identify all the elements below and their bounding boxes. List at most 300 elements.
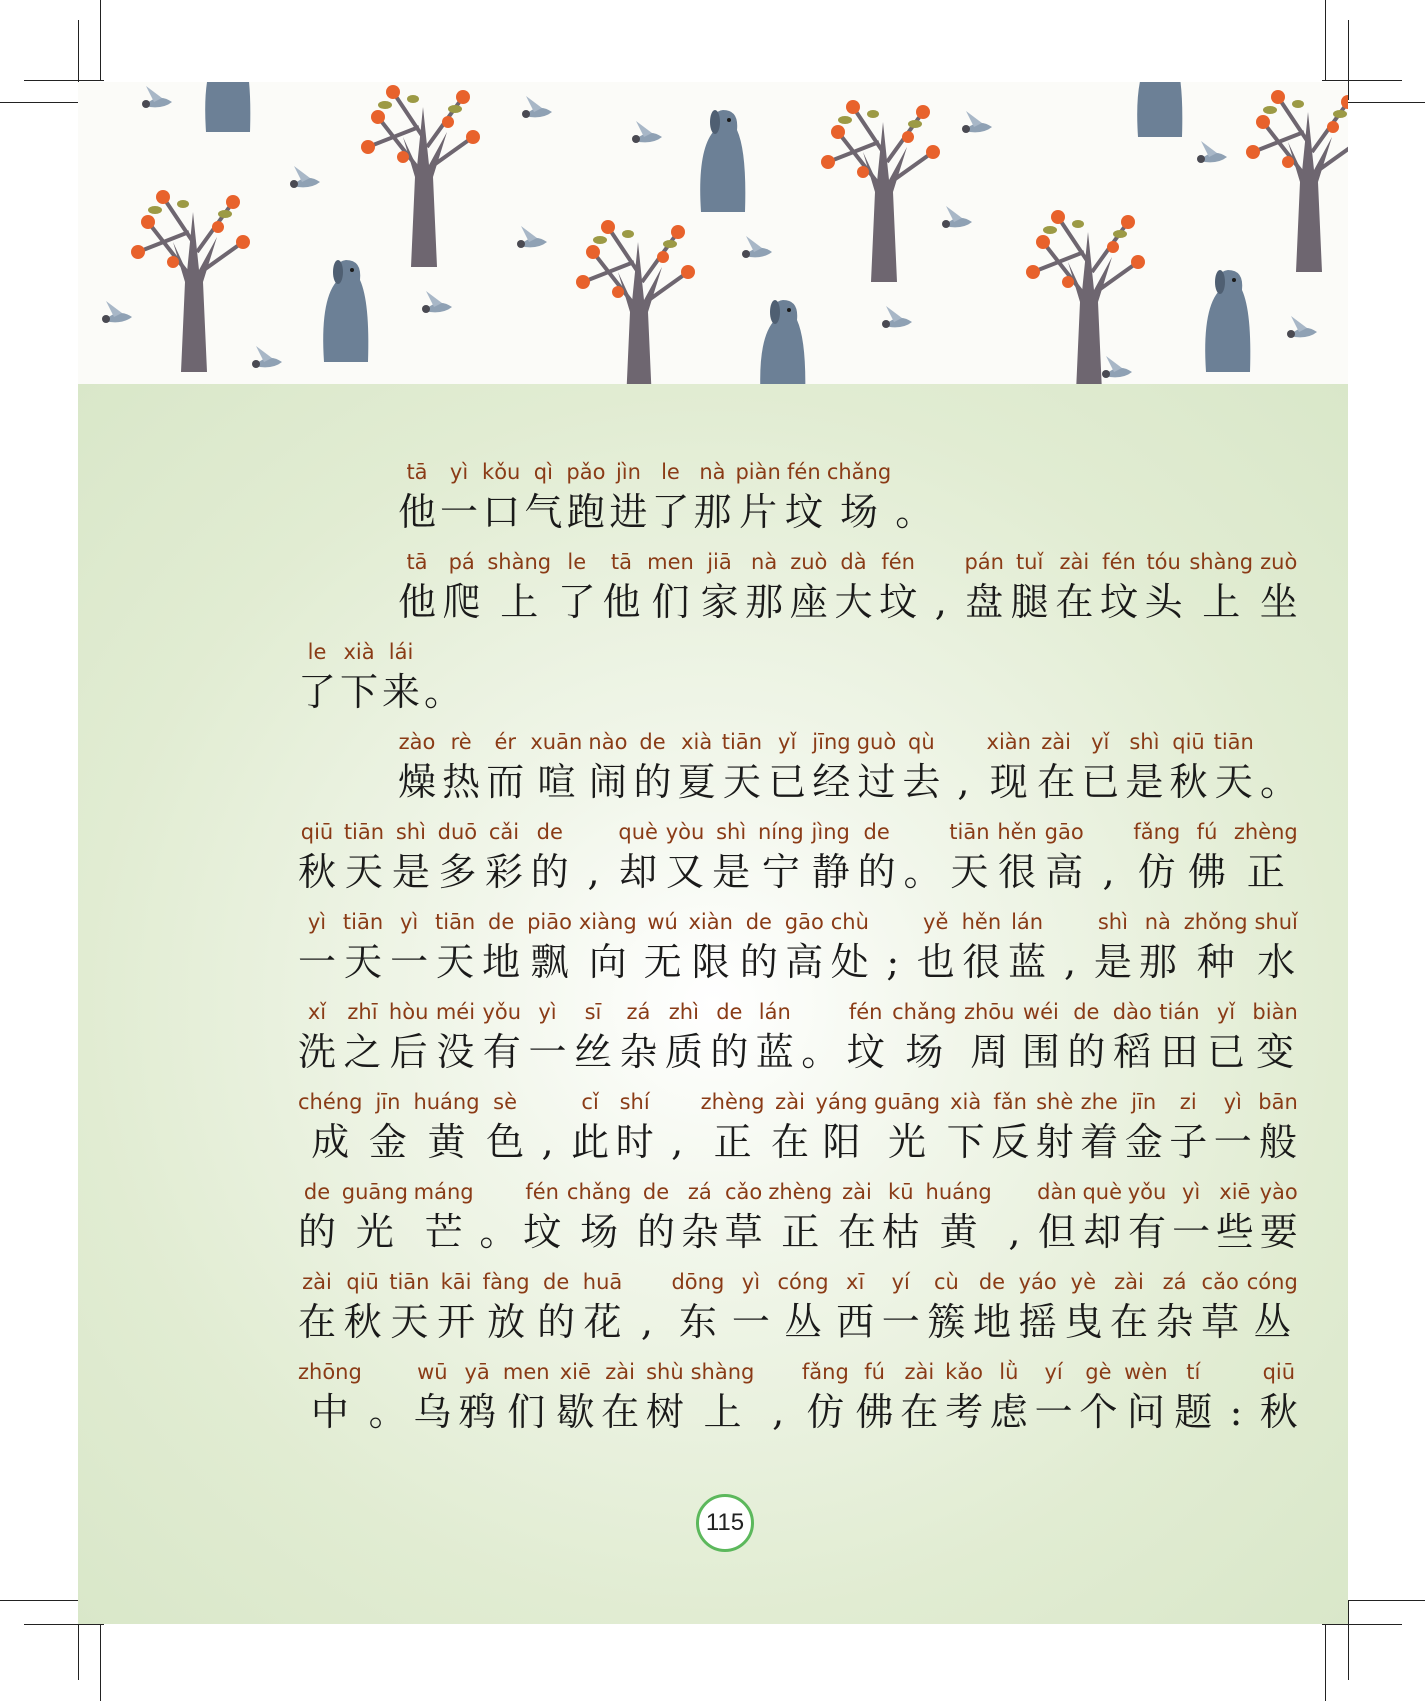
ruby-unit [712,817,750,907]
hanzi: 枯 [881,1210,920,1254]
hanzi: , [1102,850,1115,894]
ruby-unit [298,1267,336,1357]
pinyin: lán [1011,910,1044,934]
ruby-unit [1234,817,1298,907]
hanzi: 。 [895,490,934,534]
pinyin: tiān [435,910,476,934]
pinyin: tā [406,550,428,574]
hanzi: 考 [945,1390,984,1434]
text-line [298,1087,1298,1177]
hanzi: 是 [712,850,751,894]
pinyin: xià [681,730,713,754]
text-panel [78,384,1348,1624]
hanzi: 那 [745,580,784,624]
pinyin: yì [307,910,327,934]
ruby-unit [946,727,980,817]
hanzi: 经 [812,760,851,804]
ruby-unit [443,547,481,637]
pinyin: yào [1259,1180,1298,1204]
hanzi: 头 [1144,580,1183,624]
persimmon-tree-icon [361,85,480,267]
hanzi: 场 [905,1030,944,1074]
bird-icon [962,111,992,133]
hanzi: 秋 [343,1300,382,1344]
pinyin: zhèng [700,1090,765,1114]
ruby-unit [1145,547,1183,637]
hanzi: 坟 [1099,580,1138,624]
crop-mark [1322,80,1402,81]
ruby-unit [602,547,640,637]
ruby-unit [927,1267,965,1357]
pinyin: hěn [997,820,1037,844]
crop-mark [24,80,104,81]
hanzi: 坟 [784,490,823,534]
ruby-unit [1064,1267,1102,1357]
ruby-unit [895,457,933,547]
pinyin: zá [626,1000,651,1024]
ruby-unit [882,1177,920,1267]
ruby-unit [812,727,850,817]
hanzi: 已 [1081,760,1120,804]
bird-icon [742,236,772,258]
hanzi: 正 [1246,850,1285,894]
pinyin: tí [1186,1360,1201,1384]
hanzi: 草 [724,1210,763,1254]
hanzi: 问 [1126,1390,1165,1434]
pinyin: tián [1159,1000,1200,1024]
hanzi: 高 [1045,850,1084,894]
hanzi: 下 [946,1120,985,1164]
text-line [398,727,1298,817]
pinyin: yǐ [778,730,797,754]
hanzi: 正 [781,1210,820,1254]
crop-mark [100,1624,101,1701]
hanzi: 种 [1196,940,1235,984]
hanzi: 花 [583,1300,622,1344]
ruby-unit [991,1087,1029,1177]
ruby-unit [486,1087,524,1177]
ruby-unit [369,1087,407,1177]
pinyin: lán [758,1000,791,1024]
pinyin: shí [619,1090,650,1114]
dog-icon [205,82,250,132]
text-line [298,817,1298,907]
pinyin: shì [395,820,426,844]
hanzi: 光 [355,1210,394,1254]
pinyin: kāi [440,1270,472,1294]
pinyin: pǎo [566,460,606,484]
pinyin: cóng [1246,1270,1298,1294]
pinyin: tiān [949,820,990,844]
hanzi: 一 [390,940,429,984]
hanzi: 黄 [939,1210,978,1254]
pinyin: gè [1085,1360,1112,1384]
hanzi: 射 [1035,1120,1074,1164]
hanzi: 是 [391,850,430,894]
hanzi: 杂 [680,1210,719,1254]
hanzi: 过 [857,760,896,804]
hanzi: 天 [344,940,383,984]
pinyin: kū [888,1180,914,1204]
hanzi: 质 [664,1030,703,1074]
hanzi: 座 [789,580,828,624]
hanzi: , [671,1120,684,1164]
hanzi: 上 [1202,580,1241,624]
hanzi: 佛 [855,1390,894,1434]
ruby-unit [834,547,872,637]
ruby-unit [424,637,462,727]
ruby-unit [732,1267,770,1357]
crop-mark [1325,1624,1326,1701]
hanzi: 一 [1034,1390,1073,1434]
hanzi: 在 [838,1210,877,1254]
pinyin: le [661,460,680,484]
text-line [298,997,1298,1087]
ruby-unit [876,907,910,997]
pinyin: shè [1036,1090,1074,1114]
ruby-unit [1019,1267,1057,1357]
hanzi: 一 [298,940,337,984]
ruby-unit [437,1267,475,1357]
hanzi: 地 [972,1300,1011,1344]
ruby-unit [1252,997,1297,1087]
pinyin: tā [610,550,632,574]
ruby-unit [634,727,672,817]
dog-icon [1137,82,1182,137]
ruby-unit [768,1177,832,1267]
pinyin: yì [1181,1180,1201,1204]
pinyin: yā [464,1360,490,1384]
ruby-unit [1036,1087,1074,1177]
ruby-unit [1008,907,1046,997]
ruby-unit [482,907,520,997]
hanzi: , [640,1300,653,1344]
ruby-unit [531,817,569,907]
hanzi: 喧 [537,760,576,804]
hanzi: 已 [768,760,807,804]
ruby-unit [838,1177,876,1267]
pinyin: de [488,910,515,934]
hanzi: 。 [801,1030,840,1074]
hanzi: ; [886,940,900,984]
hanzi: 正 [713,1120,752,1164]
pinyin: chǎng [892,1000,957,1024]
hanzi: 的 [637,1210,676,1254]
ruby-unit [651,457,689,547]
ruby-unit [671,1267,724,1357]
bird-icon [422,291,452,313]
ruby-unit [973,1267,1011,1357]
hanzi: 秋 [1169,760,1208,804]
ruby-unit [647,547,694,637]
ruby-unit [1045,817,1084,907]
pinyin: zhèng [768,1180,833,1204]
pinyin: gāo [1044,820,1084,844]
ruby-unit [390,907,428,997]
ruby-unit [874,1087,940,1177]
ruby-unit [413,1357,451,1447]
hanzi: 的 [633,760,672,804]
pinyin: shì [1097,910,1128,934]
hanzi: : [1229,1390,1243,1434]
hanzi: 歇 [556,1390,595,1434]
ruby-unit [1172,1177,1210,1267]
ruby-unit [438,817,478,907]
ruby-unit [1100,547,1138,637]
pinyin: piàn [735,460,781,484]
pinyin: jīn [375,1090,401,1114]
pinyin: le [567,550,587,574]
ruby-unit [1125,727,1163,817]
hanzi: 彩 [484,850,523,894]
page-number: 115 [696,1494,754,1552]
ruby-unit [879,547,917,637]
pinyin: yáng [815,1090,868,1114]
ruby-unit [945,1357,983,1447]
text-line [298,1357,1298,1447]
hanzi: 鸦 [458,1390,497,1434]
pinyin: zá [687,1180,712,1204]
pinyin: guāng [341,1180,408,1204]
hanzi: 他 [398,490,437,534]
pinyin: yì [741,1270,761,1294]
pinyin: tā [406,460,428,484]
ruby-unit [1081,727,1119,817]
pinyin: yǒu [1127,1180,1167,1204]
hanzi: 下 [340,670,379,714]
hanzi: 。 [479,1210,518,1254]
pinyin: shì [716,820,747,844]
hanzi: 片 [739,490,778,534]
ruby-unit [858,817,896,907]
hanzi: 了 [298,670,337,714]
hanzi: , [587,850,600,894]
ruby-unit [1156,1267,1194,1357]
pinyin: nào [588,730,628,754]
pinyin: cǎi [488,820,520,844]
hanzi: 田 [1160,1030,1199,1074]
hanzi: 金 [368,1120,407,1164]
pinyin: zào [398,730,436,754]
hanzi: , [541,1120,554,1164]
ruby-unit [571,1087,609,1177]
ruby-unit [947,1087,985,1177]
ruby-unit [389,997,428,1087]
hanzi: 坟 [846,1030,885,1074]
ruby-unit [398,727,436,817]
ruby-unit [486,727,524,817]
pinyin: cǎo [1201,1270,1239,1294]
pinyin: zi [1179,1090,1197,1114]
hanzi: 是 [1125,760,1164,804]
pinyin: qiū [300,820,334,844]
hanzi: 那 [693,490,732,534]
hanzi: 高 [785,940,824,984]
pinyin: kǎo [945,1360,984,1384]
pinyin: tuǐ [1015,550,1044,574]
ruby-unit [298,817,336,907]
pinyin: yì [538,1000,557,1024]
ruby-unit [398,457,436,547]
ruby-unit [436,997,475,1087]
hanzi: 口 [482,490,521,534]
pinyin: zài [1059,550,1090,574]
pinyin: dào [1112,1000,1152,1024]
ruby-unit [924,547,958,637]
ruby-unit [1260,727,1298,817]
ruby-unit [827,457,891,547]
hanzi: 周 [970,1030,1009,1074]
hanzi: 在 [1037,760,1076,804]
ruby-unit [812,817,850,907]
hanzi: 草 [1201,1300,1240,1344]
hanzi: 芒 [424,1210,463,1254]
ruby-unit [1247,1267,1298,1357]
ruby-unit [926,1177,992,1267]
ruby-unit [949,817,989,907]
hanzi: 树 [645,1390,684,1434]
ruby-unit [1260,1177,1298,1267]
pinyin: wú [647,910,678,934]
persimmon-tree-icon [131,190,250,372]
hanzi: 腿 [1010,580,1049,624]
hanzi: 场 [840,490,879,534]
ruby-unit [1254,907,1297,997]
ruby-unit [666,817,705,907]
pinyin: xǐ [307,1000,327,1024]
ruby-unit [1124,1357,1167,1447]
pinyin: rè [450,730,472,754]
pinyin: zài [1041,730,1071,754]
ruby-unit [343,997,381,1087]
bird-icon [1102,356,1132,378]
ruby-unit [556,1357,594,1447]
pinyin: tiān [343,820,385,844]
ruby-unit [298,637,336,727]
pinyin: yǐ [1091,730,1110,754]
ruby-unit [1022,997,1060,1087]
pinyin: bān [1258,1090,1298,1114]
hanzi: 反 [991,1120,1030,1164]
ruby-unit [1011,547,1049,637]
hanzi: 一 [1213,1120,1252,1164]
pinyin: huā [582,1270,623,1294]
hanzi: 们 [507,1390,546,1434]
pinyin: zhōng [298,1360,362,1384]
hanzi: 的 [1067,1030,1106,1074]
hanzi: 佛 [1188,850,1227,894]
ruby-unit [722,727,762,817]
pinyin: zuò [790,550,828,574]
pinyin: fàng [482,1270,530,1294]
hanzi: 坟 [523,1210,562,1254]
pinyin: fén [881,550,915,574]
ruby-unit [1207,997,1245,1087]
ruby-unit [566,457,605,547]
pinyin: de [536,820,563,844]
hanzi: 放 [487,1300,526,1344]
ruby-unit [725,1177,763,1267]
hanzi: 的 [710,1030,749,1074]
hanzi: 闹 [588,760,627,804]
pinyin: tiān [342,910,384,934]
pinyin: cóng [777,1270,829,1294]
pinyin: piāo [527,910,572,934]
hanzi: 天 [436,940,475,984]
pinyin: zài [775,1090,805,1114]
dog-icon [323,260,368,362]
pinyin: chù [830,910,869,934]
ruby-unit [964,547,1004,637]
pinyin: tiān [721,730,763,754]
ruby-unit [688,907,732,997]
ruby-unit [369,1357,407,1447]
pinyin: de [1073,1000,1100,1024]
ruby-unit [847,997,885,1087]
text-line [298,1177,1298,1267]
pinyin: níng [757,820,804,844]
pinyin: lǜ [999,1360,1019,1384]
ruby-unit [681,1177,719,1267]
hanzi: 地 [482,940,521,984]
hanzi: 洗 [298,1030,337,1074]
hanzi: 丝 [573,1030,612,1074]
ruby-unit [903,817,941,907]
bird-icon [290,166,320,188]
ruby-unit [701,1087,765,1177]
pinyin: máng [413,1180,474,1204]
ruby-unit [693,457,731,547]
pinyin: de [863,820,890,844]
ruby-unit [298,997,336,1087]
ruby-unit [990,1357,1028,1447]
ruby-unit [1080,1087,1118,1177]
ruby-unit [344,817,384,907]
hanzi: 处 [830,940,869,984]
pinyin: wèn [1124,1360,1168,1384]
hanzi: 时 [615,1120,654,1164]
ruby-unit [778,1267,829,1357]
ruby-unit [298,907,336,997]
ruby-unit [740,907,778,997]
text-line [298,637,462,727]
pinyin: wéi [1022,1000,1059,1024]
bird-icon [942,206,972,228]
text-line [398,457,933,547]
bird-icon [252,346,282,368]
crop-mark [0,102,78,103]
hanzi: 一 [881,1300,920,1344]
hanzi: 大 [834,580,873,624]
ruby-unit [567,1177,631,1267]
ruby-unit [1128,1177,1167,1267]
pinyin: chǎng [826,460,892,484]
ruby-unit [485,817,523,907]
pinyin: qì [533,460,553,484]
ruby-unit [900,1357,938,1447]
hanzi: 天 [1214,760,1253,804]
ruby-unit [458,1357,496,1447]
ruby-unit [577,817,611,907]
ruby-unit [710,997,748,1087]
ruby-unit [902,727,940,817]
hanzi: 没 [436,1030,475,1074]
hanzi: 。 [424,670,463,714]
text-line [298,1267,1298,1357]
pinyin: zá [1162,1270,1187,1294]
pinyin: dōng [671,1270,725,1294]
crop-mark [1348,1600,1349,1680]
